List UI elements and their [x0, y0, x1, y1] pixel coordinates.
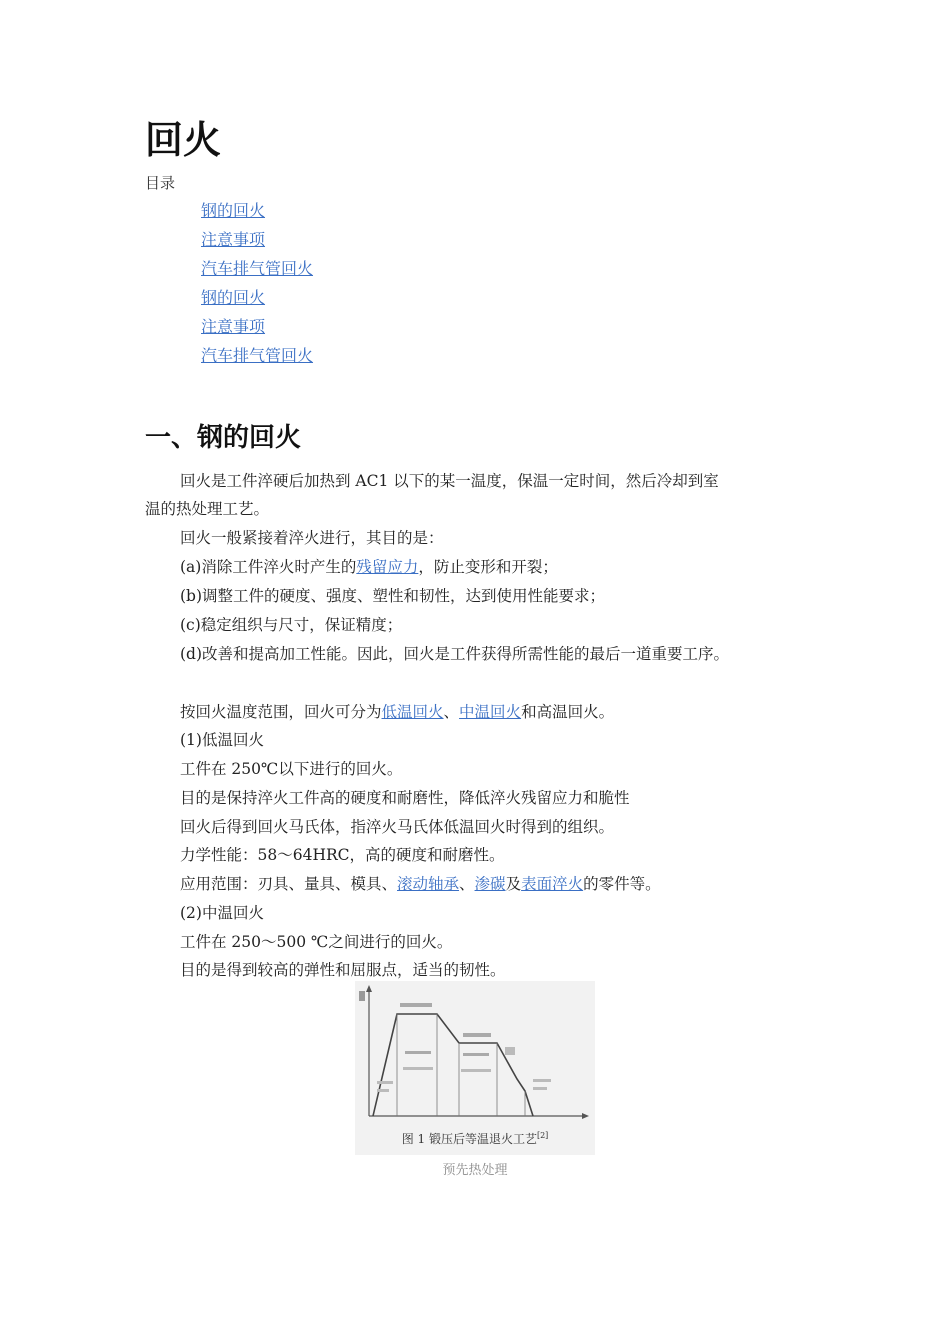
section-heading-steel-tempering: 一、钢的回火 — [145, 423, 302, 453]
application-and: 及 — [505, 875, 522, 893]
link-low-temp-tempering[interactable]: 低温回火 — [381, 703, 444, 721]
link-surface-quenching[interactable]: 表面淬火 — [521, 875, 584, 893]
classification-separator: 、 — [443, 703, 460, 721]
purpose-d: (d)改善和提高加工性能。因此，回火是工件获得所需性能的最后一道重要工序。 — [180, 645, 730, 663]
table-of-contents — [201, 199, 313, 373]
mid-temp-range: 工件在 250～500 ℃之间进行的回火。 — [180, 933, 453, 951]
low-temp-structure: 回火后得到回火马氏体，指淬火马氏体低温回火时得到的组织。 — [180, 818, 615, 836]
toc-link-steel-tempering[interactable]: 钢的回火 — [201, 201, 266, 220]
purpose-b: (b)调整工件的硬度、强度、塑性和韧性，达到使用性能要求； — [180, 587, 606, 605]
figure-inner-caption: 图 1 锻压后等温退火工艺[2] — [401, 1131, 549, 1146]
link-carburizing[interactable]: 渗碳 — [474, 875, 506, 893]
mid-temp-heading: (2)中温回火 — [180, 904, 264, 922]
intro-paragraph-line1: 回火是工件淬硬后加热到 AC1 以下的某一温度，保温一定时间，然后冷却到室 — [180, 472, 719, 490]
classification-sentence — [180, 701, 614, 723]
page-title: 回火 — [145, 118, 222, 162]
purpose-c: (c)稳定组织与尺寸，保证精度； — [180, 616, 403, 634]
link-residual-stress[interactable]: 残留应力 — [356, 558, 419, 576]
low-temp-mechanical: 力学性能：58～64HRC，高的硬度和耐磨性。 — [180, 846, 505, 864]
toc-link-steel-tempering-2[interactable]: 钢的回火 — [201, 288, 266, 307]
link-rolling-bearing[interactable]: 滚动轴承 — [397, 875, 460, 893]
application-separator: 、 — [459, 875, 475, 893]
intro-paragraph-line2: 温的热处理工艺。 — [145, 500, 270, 518]
application-suffix: 的零件等。 — [583, 875, 661, 893]
toc-link-notes[interactable]: 注意事项 — [201, 230, 266, 249]
purpose-a-text: (a)消除工件淬火时产生的 — [180, 558, 357, 576]
low-temp-application — [180, 873, 661, 895]
toc-item — [201, 199, 313, 228]
low-temp-purpose: 目的是保持淬火工件高的硬度和耐磨性，降低淬火残留应力和脆性 — [180, 789, 630, 807]
low-temp-heading: (1)低温回火 — [180, 731, 264, 749]
mid-temp-purpose: 目的是得到较高的弹性和屈服点，适当的韧性。 — [180, 961, 506, 979]
purpose-a — [180, 556, 558, 578]
toc-item — [201, 315, 313, 344]
toc-link-exhaust-pipe-2[interactable]: 汽车排气管回火 — [201, 346, 314, 365]
purpose-a-suffix: ，防止变形和开裂； — [418, 558, 558, 576]
toc-item — [201, 286, 313, 315]
toc-link-exhaust-pipe[interactable]: 汽车排气管回火 — [201, 259, 314, 278]
classification-suffix: 和高温回火。 — [521, 703, 615, 721]
purpose-intro: 回火一般紧接着淬火进行，其目的是： — [180, 529, 444, 547]
low-temp-range: 工件在 250℃以下进行的回火。 — [180, 760, 403, 778]
toc-link-notes-2[interactable]: 注意事项 — [201, 317, 266, 336]
toc-label: 目录 — [145, 174, 176, 192]
toc-item — [201, 344, 313, 373]
application-text: 应用范围：刃具、量具、模具、 — [180, 875, 398, 893]
annealing-curve-diagram — [355, 981, 595, 1155]
classification-text: 按回火温度范围，回火可分为 — [180, 703, 382, 721]
link-mid-temp-tempering[interactable]: 中温回火 — [459, 703, 522, 721]
toc-item — [201, 257, 313, 286]
toc-item — [201, 228, 313, 257]
figure-caption: 预先热处理 — [442, 1163, 508, 1178]
annealing-process-figure — [355, 981, 595, 1155]
